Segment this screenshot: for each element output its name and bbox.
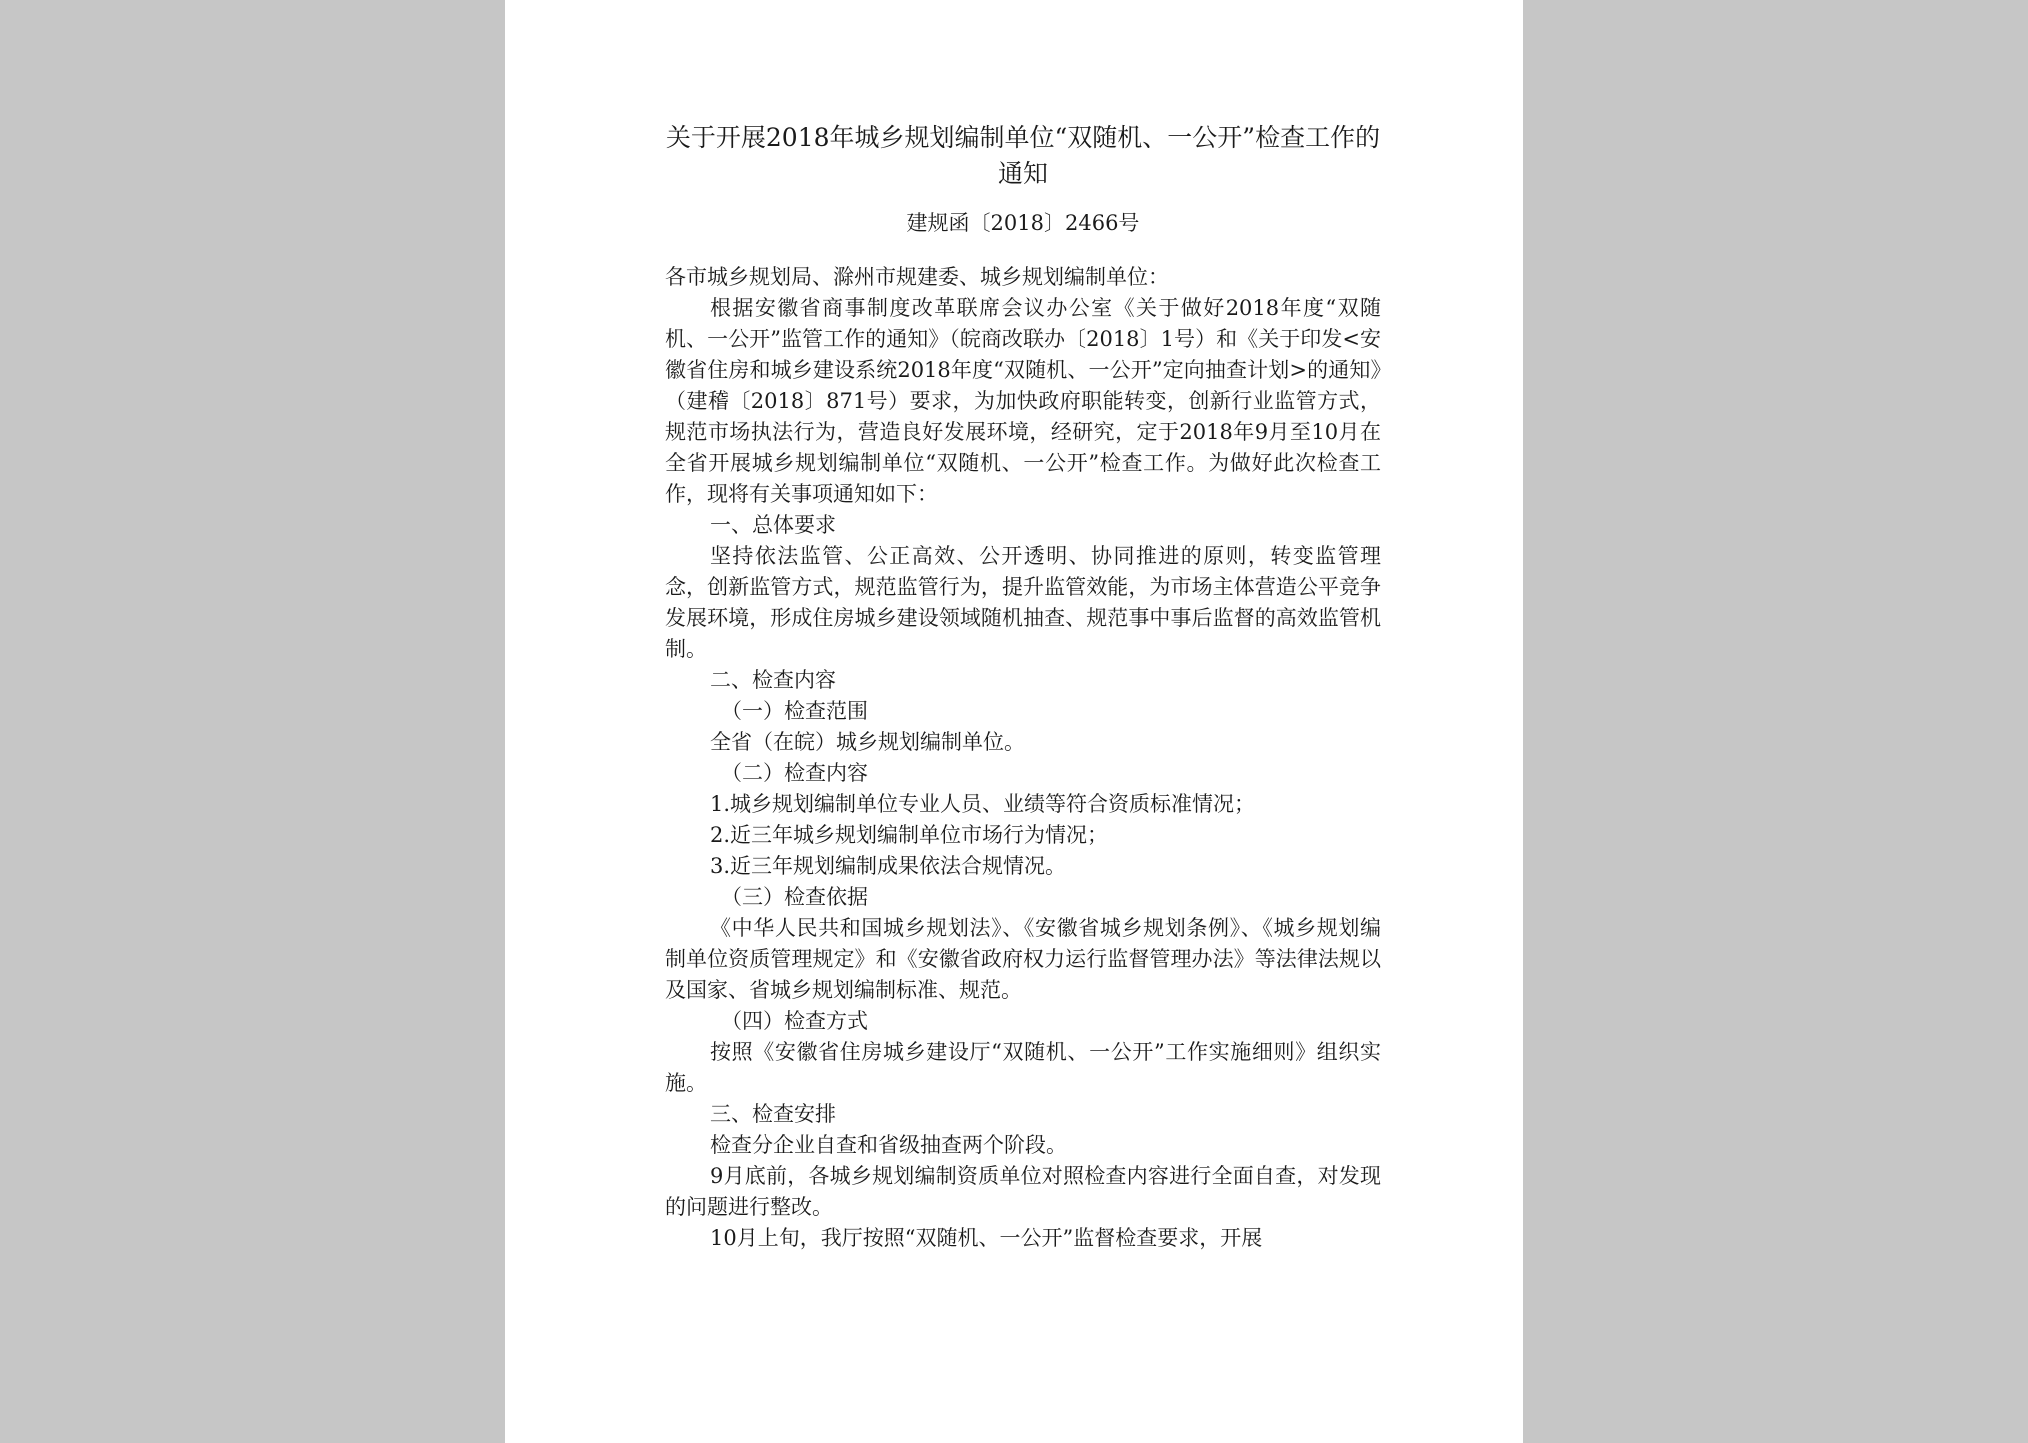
document-title: 关于开展2018年城乡规划编制单位“双随机、一公开”检查工作的通知 bbox=[665, 123, 1381, 188]
section-heading-2: 二、检查内容 bbox=[710, 668, 836, 692]
list-item: 3.近三年规划编制成果依法合规情况。 bbox=[710, 854, 1067, 878]
paragraph: 10月上旬，我厅按照“双随机、一公开”监督检查要求，开展 bbox=[710, 1226, 1263, 1250]
section-heading-3: 三、检查安排 bbox=[710, 1102, 836, 1126]
document-page bbox=[505, 0, 1523, 1443]
paragraph: 《中华人民共和国城乡规划法》、《安徽省城乡规划条例》、《城乡规划编制单位资质管理规定》和《安徽省政府权力运行监督管理办法》等法律法规以及国家、省城乡规划编制标准、规范。 bbox=[665, 916, 1381, 1002]
list-item: 1.城乡规划编制单位专业人员、业绩等符合资质标准情况； bbox=[710, 792, 1256, 816]
subsection-heading: （四）检查方式 bbox=[721, 1009, 868, 1033]
section-heading-1: 一、总体要求 bbox=[710, 513, 836, 537]
paragraph: 检查分企业自查和省级抽查两个阶段。 bbox=[710, 1133, 1067, 1157]
page-content bbox=[665, 120, 1381, 1254]
paragraph: 全省（在皖）城乡规划编制单位。 bbox=[710, 730, 1025, 754]
paragraph: 坚持依法监管、公正高效、公开透明、协同推进的原则，转变监管理念，创新监管方式，规范监管行为，提升监管效能，为市场主体营造公平竞争发展环境，形成住房城乡建设领域随机抽查、规范事中事后监督的高效监管机制。 bbox=[665, 544, 1381, 661]
paragraph: 按照《安徽省住房城乡建设厅“双随机、一公开”工作实施细则》组织实施。 bbox=[665, 1040, 1381, 1095]
subsection-heading: （三）检查依据 bbox=[721, 885, 868, 909]
document-number: 建规函〔2018〕2466号 bbox=[906, 211, 1140, 235]
paragraph-intro: 根据安徽省商事制度改革联席会议办公室《关于做好2018年度“双随机、一公开”监管工作的通知》（皖商改联办〔2018〕1号）和《关于印发<安徽省住房和城乡建设系统2018年度“双随机、一公开”定向抽查计划>的通知》（建稽〔2018〕871号）要求，为加快政府职能转变，创新行业监管方式，规范市场执法行为，营造良好发展环境，经研究，定于2018年9月至10月在全省开展城乡规划编制单位“双随机、一公开”检查工作。为做好此次检查工作，现将有关事项通知如下： bbox=[665, 296, 1381, 506]
paragraph: 9月底前，各城乡规划编制资质单位对照检查内容进行全面自查，对发现的问题进行整改。 bbox=[665, 1164, 1381, 1219]
addressee: 各市城乡规划局、滁州市规建委、城乡规划编制单位： bbox=[665, 265, 1169, 289]
subsection-heading: （二）检查内容 bbox=[721, 761, 868, 785]
list-item: 2.近三年城乡规划编制单位市场行为情况； bbox=[710, 823, 1109, 847]
subsection-heading: （一）检查范围 bbox=[721, 699, 868, 723]
